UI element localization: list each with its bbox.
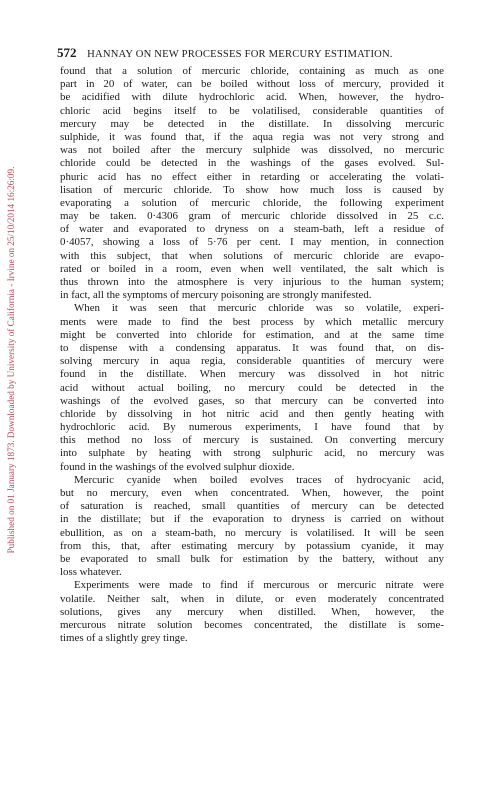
page-number: 572	[57, 45, 77, 60]
text-line: be acidified with dilute hydrochloric acid. When, however, the hydro-	[60, 91, 444, 104]
text-line: be evaporated to small bulk for estimation by the battery, without any	[60, 552, 444, 565]
text-line: found in the distillate. When mercury was dissolved in hot nitric	[60, 368, 444, 381]
text-line: found that a solution of mercuric chloride, containing as much as one	[60, 65, 444, 77]
text-line: ebullition, as on a steam-bath, no mercury is volatilised. It will be seen	[60, 526, 444, 539]
text-line: but no mercury, even when concentrated. When, however, the point	[60, 487, 444, 499]
text-line: in the distillate; but if the evaporation to dryness is carried on without	[60, 513, 444, 526]
text-line: ments were made to find the best process by which metallic mercury	[60, 315, 444, 328]
text-line: to dispense with a condensing apparatus. It was found that, on dis-	[60, 341, 444, 354]
text-line: solving mercury in aqua regia, considerable quantities of mercury were	[60, 355, 444, 368]
text-line: this method no loss of mercury is sustained. On converting mercury	[60, 434, 444, 447]
download-notice	[3, 40, 19, 680]
text-line: into sulphate by heating with strong sulphuric acid, no mercury was	[60, 447, 444, 460]
text-line: 0·4057, showing a loss of 5·76 per cent. I may mention, in connection	[60, 236, 444, 249]
text-line: mercurous nitrate solution becomes concentrated, the distillate is some-	[60, 618, 444, 631]
text-line: chloric acid begins itself to be volatilised, considerable quantities of	[60, 104, 444, 117]
text-line: from this, that, after estimating mercury by potassium cyanide, it may	[60, 539, 444, 552]
text-line: hydrochloric acid. By numerous experiments, I have found that by	[60, 421, 444, 434]
text-line: may be taken. 0·4306 gram of mercuric chloride dissolved in 25 c.c.	[60, 210, 444, 223]
running-title: HANNAY ON NEW PROCESSES FOR MERCURY ESTIMATION.	[87, 49, 393, 60]
text-line: chloride by dissolving in hot nitric acid and then gently heating with	[60, 407, 444, 420]
text-line: sulphide, it was found that, if the aqua regia was not very strong and	[60, 130, 444, 143]
text-line: Experiments were made to find if mercurous or mercuric nitrate were	[74, 579, 444, 592]
text-line: of saturation is reached, small quantities of mercury can be detected	[60, 500, 444, 513]
text-line: loss whatever.	[60, 566, 122, 579]
text-line: was not boiled after the mercury sulphide was dissolved, no mercuric	[60, 144, 444, 157]
text-line: lisation of mercuric chloride. To show how much loss is caused by	[60, 183, 444, 196]
text-line: with this subject, that when solutions of mercuric chloride are evapo-	[60, 249, 444, 262]
text-line: of water and evaporated to dryness on a steam-bath, left a residue of	[60, 223, 444, 236]
text-line: in fact, all the symptoms of mercury poisoning are strongly manifested.	[60, 289, 372, 302]
text-line: volatile. Neither salt, when in dilute, or even moderately concentrated	[60, 592, 444, 605]
text-line: found in the washings of the evolved sulphur dioxide.	[60, 460, 295, 473]
text-line: acid without actual boiling, no mercury could be detected in the	[60, 381, 444, 394]
text-line: Mercuric cyanide when boiled evolves traces of hydrocyanic acid,	[74, 473, 444, 486]
text-line: When it was seen that mercuric chloride was so volatile, experi-	[74, 302, 444, 315]
text-line: evaporating a solution of mercuric chloride, the following experiment	[60, 196, 444, 209]
text-line: part in 20 of water, can be boiled without loss of mercury, provided it	[60, 78, 444, 91]
text-line: times of a slightly grey tinge.	[60, 632, 188, 645]
text-line: rated or boiled in a room, even when well ventilated, the salt which is	[60, 262, 444, 275]
text-line: might be converted into chloride for estimation, and at the same time	[60, 328, 444, 341]
text-line: mercury may be detected in the distillate. In dissolving mercuric	[60, 117, 444, 130]
text-line: chloride could be detected in the washings of the gases evolved. Sul-	[60, 157, 444, 170]
download-notice-text: Published on 01 January 1873. Downloaded by University of California - Irvine on 25/10/2014 16:26:09.	[6, 166, 16, 554]
text-line: thus thrown into the atmosphere is very injurious to the human system;	[60, 276, 444, 288]
running-header	[57, 45, 447, 61]
article-body	[60, 65, 444, 645]
text-line: solutions, gives any mercury when distilled. When, however, the	[60, 605, 444, 618]
text-line: washings of the evolved gases, so that mercury can be converted into	[60, 394, 444, 407]
text-line: phuric acid has no effect either in retarding or accelerating the volati-	[60, 170, 444, 183]
